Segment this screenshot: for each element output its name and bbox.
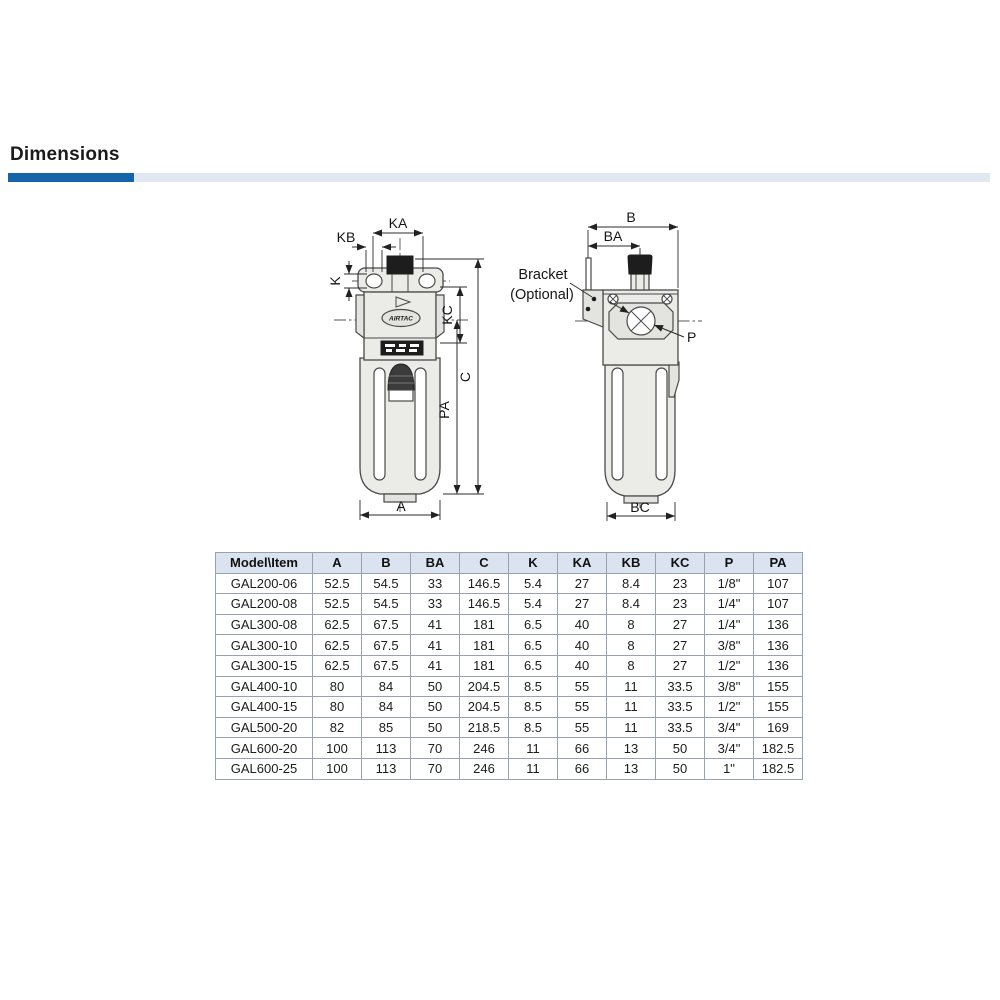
table-body (216, 573, 803, 779)
value-cell: 100 (313, 758, 362, 779)
dim-label-ka: KA (388, 215, 408, 231)
value-cell: 204.5 (460, 697, 509, 718)
value-cell: 1/8" (705, 573, 754, 594)
label-plate-mark (409, 349, 417, 352)
value-cell: 84 (362, 676, 411, 697)
technical-drawing (300, 195, 720, 540)
table-row (216, 697, 803, 718)
brand-logo-text: AIRTAC (389, 315, 413, 323)
value-cell: 169 (754, 717, 803, 738)
value-cell: 1/2" (705, 697, 754, 718)
value-cell: 13 (607, 758, 656, 779)
value-cell: 6.5 (509, 655, 558, 676)
model-cell: GAL600-20 (216, 738, 313, 759)
table-row (216, 594, 803, 615)
value-cell: 82 (313, 717, 362, 738)
value-cell: 107 (754, 573, 803, 594)
value-cell: 246 (460, 738, 509, 759)
value-cell: 40 (558, 655, 607, 676)
front-view (334, 238, 468, 512)
value-cell: 41 (411, 614, 460, 635)
model-cell: GAL400-10 (216, 676, 313, 697)
side-bowl-slot-left (612, 368, 623, 480)
model-cell: GAL200-06 (216, 573, 313, 594)
column-header: B (362, 553, 411, 574)
value-cell: 1/4" (705, 614, 754, 635)
value-cell: 40 (558, 614, 607, 635)
value-cell: 181 (460, 655, 509, 676)
value-cell: 50 (411, 717, 460, 738)
value-cell: 67.5 (362, 635, 411, 656)
value-cell: 70 (411, 758, 460, 779)
value-cell: 155 (754, 697, 803, 718)
value-cell: 55 (558, 676, 607, 697)
label-plate-mark (386, 349, 392, 352)
table-header-row (216, 553, 803, 574)
dim-label-p: P (687, 329, 697, 345)
value-cell: 8 (607, 655, 656, 676)
value-cell: 55 (558, 697, 607, 718)
value-cell: 3/8" (705, 635, 754, 656)
front-bowl-slot-right (415, 368, 426, 480)
bracket-hole (592, 297, 597, 302)
value-cell: 136 (754, 614, 803, 635)
value-cell: 40 (558, 635, 607, 656)
dim-label-bc: BC (630, 499, 650, 515)
dim-label-pa: PA (436, 401, 452, 419)
value-cell: 67.5 (362, 614, 411, 635)
value-cell: 62.5 (313, 635, 362, 656)
value-cell: 54.5 (362, 594, 411, 615)
table-row (216, 655, 803, 676)
value-cell: 66 (558, 738, 607, 759)
value-cell: 85 (362, 717, 411, 738)
dim-label-k: K (327, 276, 343, 286)
front-bowl-slot-left (374, 368, 385, 480)
bracket-hole (586, 307, 591, 312)
front-label-plate (381, 341, 423, 355)
dim-label-b: B (626, 209, 636, 225)
value-cell: 67.5 (362, 655, 411, 676)
value-cell: 27 (656, 655, 705, 676)
front-drip-body (389, 390, 413, 401)
value-cell: 55 (558, 717, 607, 738)
front-adjust-knob (387, 256, 413, 274)
value-cell: 27 (558, 573, 607, 594)
column-header: C (460, 553, 509, 574)
value-cell: 54.5 (362, 573, 411, 594)
value-cell: 146.5 (460, 594, 509, 615)
value-cell: 6.5 (509, 635, 558, 656)
value-cell: 27 (656, 614, 705, 635)
value-cell: 50 (656, 758, 705, 779)
label-plate-mark (410, 344, 419, 347)
side-clip (669, 362, 679, 397)
table-row (216, 738, 803, 759)
value-cell: 33 (411, 573, 460, 594)
front-clip-left (356, 295, 364, 338)
value-cell: 33.5 (656, 717, 705, 738)
value-cell: 50 (656, 738, 705, 759)
dim-label-kb: KB (336, 229, 356, 245)
column-header: PA (754, 553, 803, 574)
value-cell: 6.5 (509, 614, 558, 635)
value-cell: 70 (411, 738, 460, 759)
value-cell: 50 (411, 676, 460, 697)
side-stem (631, 274, 649, 290)
value-cell: 1" (705, 758, 754, 779)
value-cell: 66 (558, 758, 607, 779)
value-cell: 8.5 (509, 697, 558, 718)
value-cell: 80 (313, 697, 362, 718)
dimensions-table (215, 552, 803, 780)
model-cell: GAL300-15 (216, 655, 313, 676)
dim-label-kc: KC (439, 305, 455, 325)
title-underline-light (8, 173, 990, 182)
value-cell: 11 (607, 697, 656, 718)
value-cell: 8.5 (509, 717, 558, 738)
value-cell: 41 (411, 635, 460, 656)
value-cell: 113 (362, 758, 411, 779)
dim-label-c: C (457, 371, 473, 383)
value-cell: 50 (411, 697, 460, 718)
side-bowl-slot-right (656, 368, 667, 480)
value-cell: 3/8" (705, 676, 754, 697)
bracket-note-line2: (Optional) (510, 287, 574, 303)
value-cell: 100 (313, 738, 362, 759)
column-header: A (313, 553, 362, 574)
value-cell: 27 (656, 635, 705, 656)
value-cell: 62.5 (313, 655, 362, 676)
value-cell: 136 (754, 655, 803, 676)
table-row (216, 717, 803, 738)
table-row (216, 676, 803, 697)
value-cell: 218.5 (460, 717, 509, 738)
title-underline-dark (8, 173, 134, 182)
model-cell: GAL400-15 (216, 697, 313, 718)
column-header: BA (411, 553, 460, 574)
value-cell: 181 (460, 635, 509, 656)
table-row (216, 758, 803, 779)
front-mounting-hole-right (419, 274, 435, 288)
value-cell: 41 (411, 655, 460, 676)
value-cell: 246 (460, 758, 509, 779)
table-row (216, 635, 803, 656)
value-cell: 33 (411, 594, 460, 615)
column-header: K (509, 553, 558, 574)
value-cell: 8.4 (607, 573, 656, 594)
value-cell: 33.5 (656, 697, 705, 718)
value-cell: 52.5 (313, 573, 362, 594)
value-cell: 8 (607, 635, 656, 656)
value-cell: 146.5 (460, 573, 509, 594)
value-cell: 8.4 (607, 594, 656, 615)
value-cell: 113 (362, 738, 411, 759)
value-cell: 80 (313, 676, 362, 697)
value-cell: 1/2" (705, 655, 754, 676)
value-cell: 3/4" (705, 738, 754, 759)
model-cell: GAL300-10 (216, 635, 313, 656)
value-cell: 27 (558, 594, 607, 615)
value-cell: 52.5 (313, 594, 362, 615)
bracket-tab (586, 258, 591, 290)
dim-label-a: A (396, 498, 406, 514)
value-cell: 13 (607, 738, 656, 759)
label-plate-mark (396, 349, 405, 352)
value-cell: 5.4 (509, 594, 558, 615)
page-title: Dimensions (10, 144, 120, 165)
front-mounting-hole-left (366, 274, 382, 288)
value-cell: 23 (656, 594, 705, 615)
dim-label-ba: BA (603, 228, 623, 244)
value-cell: 11 (607, 717, 656, 738)
column-header-model: Model\Item (216, 553, 313, 574)
value-cell: 11 (509, 738, 558, 759)
column-header: KB (607, 553, 656, 574)
value-cell: 8.5 (509, 676, 558, 697)
model-cell: GAL500-20 (216, 717, 313, 738)
value-cell: 11 (607, 676, 656, 697)
model-cell: GAL600-25 (216, 758, 313, 779)
label-plate-mark (385, 344, 395, 347)
side-adjust-knob (628, 255, 652, 274)
value-cell: 155 (754, 676, 803, 697)
value-cell: 204.5 (460, 676, 509, 697)
value-cell: 8 (607, 614, 656, 635)
value-cell: 33.5 (656, 676, 705, 697)
value-cell: 107 (754, 594, 803, 615)
side-view (575, 250, 702, 510)
value-cell: 11 (509, 758, 558, 779)
value-cell: 182.5 (754, 738, 803, 759)
value-cell: 181 (460, 614, 509, 635)
table-row (216, 614, 803, 635)
value-cell: 136 (754, 635, 803, 656)
table-row (216, 573, 803, 594)
column-header: KA (558, 553, 607, 574)
bracket-note-line1: Bracket (518, 267, 568, 283)
value-cell: 1/4" (705, 594, 754, 615)
value-cell: 62.5 (313, 614, 362, 635)
value-cell: 3/4" (705, 717, 754, 738)
value-cell: 84 (362, 697, 411, 718)
model-cell: GAL300-08 (216, 614, 313, 635)
model-cell: GAL200-08 (216, 594, 313, 615)
column-header: KC (656, 553, 705, 574)
column-header: P (705, 553, 754, 574)
value-cell: 5.4 (509, 573, 558, 594)
value-cell: 23 (656, 573, 705, 594)
value-cell: 182.5 (754, 758, 803, 779)
label-plate-mark (399, 344, 406, 347)
